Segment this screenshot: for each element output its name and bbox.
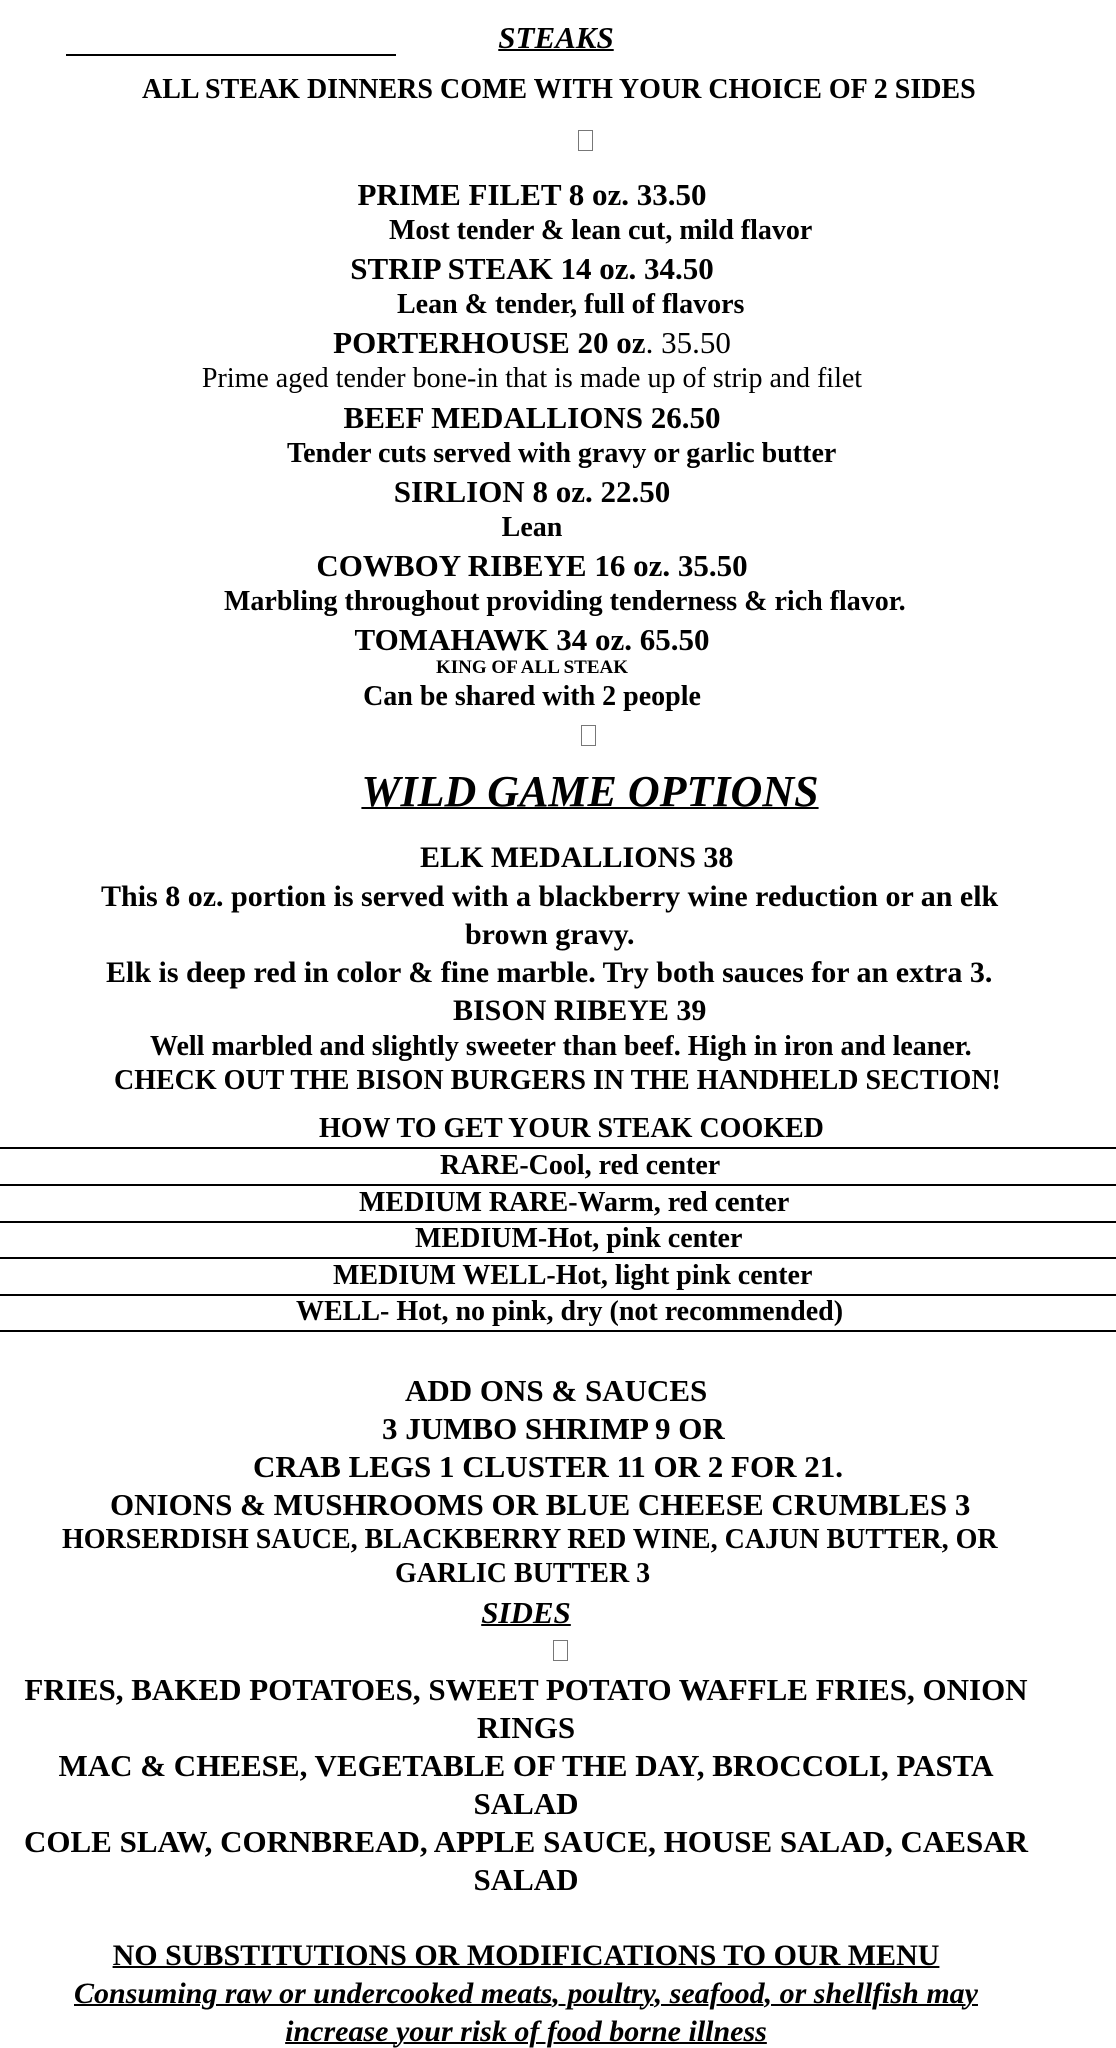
wild-game-heading: WILD GAME OPTIONS — [361, 767, 819, 816]
policy-notice: NO SUBSTITUTIONS OR MODIFICATIONS TO OUR MENU — [112, 1939, 940, 1972]
heading-underline-leader — [66, 54, 396, 56]
doneness-row: MEDIUM WELL-Hot, light pink center — [333, 1260, 813, 1291]
health-warning: increase your risk of food borne illness — [285, 2015, 767, 2048]
table-divider — [0, 1257, 1116, 1259]
steaks-subheading: ALL STEAK DINNERS COME WITH YOUR CHOICE OF 2 SIDES — [142, 74, 976, 105]
doneness-row: RARE-Cool, red center — [440, 1150, 721, 1181]
doneness-row: MEDIUM RARE-Warm, red center — [359, 1187, 790, 1218]
sides-line: COLE SLAW, CORNBREAD, APPLE SAUCE, HOUSE SALAD, CAESAR — [24, 1824, 1028, 1859]
addons-heading: ADD ONS & SAUCES — [405, 1373, 708, 1408]
steak-name-price: . 35.50 — [645, 325, 731, 360]
addon-line: ONIONS & MUSHROOMS OR BLUE CHEESE CRUMBLES 3 — [110, 1487, 971, 1522]
elk-description: This 8 oz. portion is served with a blackberry wine reduction or an elk — [101, 880, 999, 913]
elk-description: Elk is deep red in color & fine marble. Try both sauces for an extra 3. — [106, 956, 993, 989]
sides-line: SALAD — [473, 1786, 579, 1821]
steak-description: Can be shared with 2 people — [363, 681, 701, 712]
sides-line: MAC & CHEESE, VEGETABLE OF THE DAY, BROCCOLI, PASTA — [58, 1748, 994, 1783]
missing-glyph-icon — [553, 1640, 568, 1661]
addon-line: GARLIC BUTTER 3 — [395, 1558, 651, 1589]
missing-glyph-icon — [581, 725, 596, 746]
steak-name: SIRLION 8 oz. 22.50 — [393, 474, 671, 509]
bison-note: CHECK OUT THE BISON BURGERS IN THE HANDHELD SECTION! — [114, 1065, 1001, 1096]
elk-name: ELK MEDALLIONS 38 — [420, 841, 734, 874]
steaks-heading: STEAKS — [498, 20, 614, 55]
sides-heading: SIDES — [481, 1595, 571, 1630]
health-warning: Consuming raw or undercooked meats, poultry, seafood, or shellfish may — [74, 1977, 978, 2010]
steak-name — [0, 327, 1090, 358]
steak-description: Lean — [501, 512, 563, 543]
bison-description: Well marbled and slightly sweeter than beef. High in iron and leaner. — [150, 1031, 972, 1062]
steak-name: PRIME FILET 8 oz. 33.50 — [357, 177, 707, 212]
sides-line: FRIES, BAKED POTATOES, SWEET POTATO WAFFLE FRIES, ONION — [24, 1672, 1028, 1707]
addon-line: 3 JUMBO SHRIMP 9 OR — [382, 1411, 725, 1446]
doneness-row: MEDIUM-Hot, pink center — [415, 1223, 743, 1254]
steak-name: COWBOY RIBEYE 16 oz. 35.50 — [316, 548, 748, 583]
steak-description: Tender cuts served with gravy or garlic butter — [287, 438, 837, 469]
steak-name: STRIP STEAK 14 oz. 34.50 — [350, 251, 714, 286]
steak-name: TOMAHAWK 34 oz. 65.50 — [354, 622, 710, 657]
elk-description: brown gravy. — [465, 918, 635, 951]
sides-line: RINGS — [476, 1710, 576, 1745]
steak-note: KING OF ALL STEAK — [436, 657, 628, 678]
steak-description: Prime aged tender bone-in that is made up of strip and filet — [201, 363, 863, 394]
table-divider — [0, 1184, 1116, 1186]
bison-name: BISON RIBEYE 39 — [453, 994, 707, 1027]
table-divider — [0, 1330, 1116, 1332]
steak-description: Marbling throughout providing tenderness & rich flavor. — [224, 586, 906, 617]
doneness-heading: HOW TO GET YOUR STEAK COOKED — [319, 1113, 824, 1144]
steak-description: Lean & tender, full of flavors — [397, 289, 745, 320]
steak-description: Most tender & lean cut, mild flavor — [389, 215, 813, 246]
table-divider — [0, 1147, 1116, 1149]
steak-name: BEEF MEDALLIONS 26.50 — [343, 400, 721, 435]
missing-glyph-icon — [578, 130, 593, 151]
sides-line: SALAD — [473, 1862, 579, 1897]
doneness-row: WELL- Hot, no pink, dry (not recommended) — [296, 1296, 844, 1327]
addon-line: HORSERDISH SAUCE, BLACKBERRY RED WINE, CAJUN BUTTER, OR — [62, 1524, 998, 1555]
steak-name-bold: PORTERHOUSE 20 oz — [333, 325, 646, 360]
addon-line: CRAB LEGS 1 CLUSTER 11 OR 2 FOR 21. — [253, 1449, 843, 1484]
